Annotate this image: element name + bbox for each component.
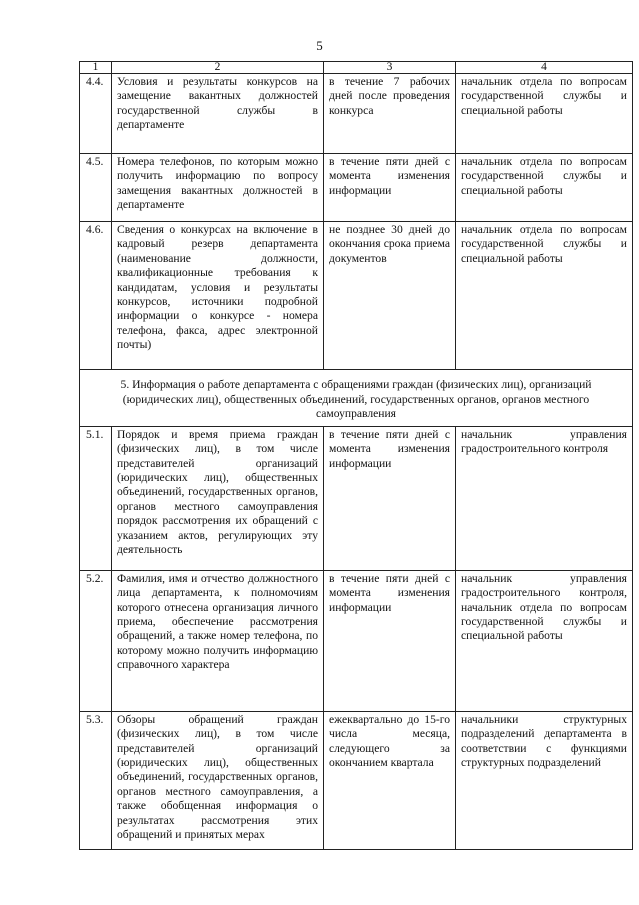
table-row: [80, 426, 633, 570]
information-table: [79, 61, 633, 850]
information-cell: Условия и результаты конкурсов на замещение вакантных должностей государственной службы в департаменте: [112, 74, 324, 154]
responsible-cell: начальники структурных подразделений департамента в соответствии с функциями структурных подразделений: [456, 711, 633, 849]
row-number: 5.3.: [80, 711, 112, 849]
column-header: 3: [324, 62, 456, 74]
responsible-cell: начальник управления градостроительного контроля, начальник отдела по вопросам государственной службы и специальной работы: [456, 570, 633, 711]
deadline-cell: не позднее 30 дней до окончания срока приема документов: [324, 222, 456, 370]
responsible-cell: начальник отдела по вопросам государственной службы и специальной работы: [456, 222, 633, 370]
page-number: 5: [316, 38, 323, 53]
deadline-cell: ежеквартально до 15-го числа месяца, следующего за окончанием квартала: [324, 711, 456, 849]
deadline-cell: в течение пяти дней с момента изменения информации: [324, 154, 456, 222]
table-header-row: [80, 62, 633, 74]
column-header: 1: [80, 62, 112, 74]
column-header: 4: [456, 62, 633, 74]
information-cell: Порядок и время приема граждан (физических лиц), в том числе представителей организаций (юридических лиц), общественных объединений, государственных органов, органов местного самоуправления порядок рассмотрения их обращений с указанием актов, регулирующих эту деятельность: [112, 426, 324, 570]
row-number: 5.2.: [80, 570, 112, 711]
row-number: 4.6.: [80, 222, 112, 370]
information-cell: Обзоры обращений граждан (физических лиц), в том числе представителей организаций (юридических лиц), общественных объединений, государственных органов, органов местного самоуправления, а также обобщенная информация о результатах рассмотрения этих обращений и принятых мерах: [112, 711, 324, 849]
row-number: 5.1.: [80, 426, 112, 570]
responsible-cell: начальник отдела по вопросам государственной службы и специальной работы: [456, 154, 633, 222]
deadline-cell: в течение пяти дней с момента изменения информации: [324, 570, 456, 711]
information-cell: Номера телефонов, по которым можно получить информацию по вопросу замещения вакантных должностей в департаменте: [112, 154, 324, 222]
table-row: [80, 570, 633, 711]
information-cell: Фамилия, имя и отчество должностного лица департамента, к полномочиям которого отнесена организация личного приема, обеспечение рассмотрения обращений, а также номер телефона, по которому можно получить информацию справочного характера: [112, 570, 324, 711]
table-row: [80, 711, 633, 849]
row-number: 4.4.: [80, 74, 112, 154]
row-number: 4.5.: [80, 154, 112, 222]
column-header: 2: [112, 62, 324, 74]
section-title: 5. Информация о работе департамента с обращениями граждан (физических лиц), организаций (юридических лиц), общественных объединений, государственных органов, органов местного самоуправления: [80, 370, 633, 427]
table-row: [80, 154, 633, 222]
deadline-cell: в течение пяти дней с момента изменения информации: [324, 426, 456, 570]
table-row: [80, 74, 633, 154]
responsible-cell: начальник управления градостроительного контроля: [456, 426, 633, 570]
information-cell: Сведения о конкурсах на включение в кадровый резерв департамента (наименование должности, квалификационные требования к кандидатам, условия и результаты конкурсов, источники подробной информации о конкурсе - номера телефона, факса, адрес электронной почты): [112, 222, 324, 370]
section-heading-row: [80, 370, 633, 427]
responsible-cell: начальник отдела по вопросам государственной службы и специальной работы: [456, 74, 633, 154]
deadline-cell: в течение 7 рабочих дней после проведения конкурса: [324, 74, 456, 154]
table-row: [80, 222, 633, 370]
